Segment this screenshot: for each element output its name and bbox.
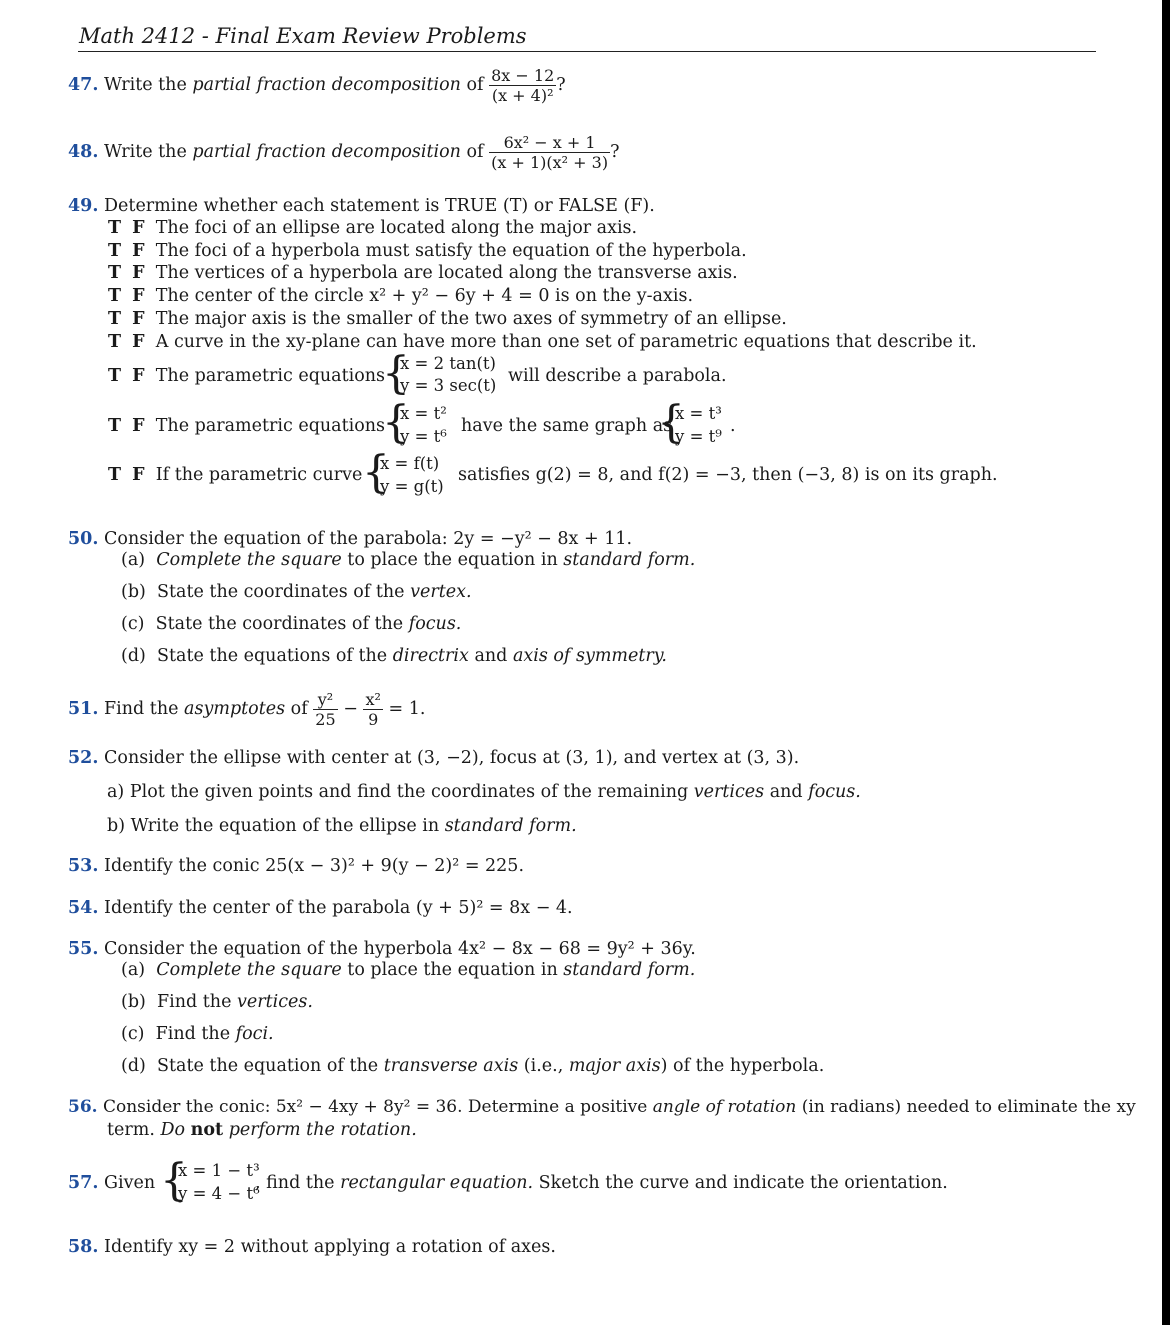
problem-56-line-2: term. Do not perform the rotation. <box>107 1120 417 1140</box>
problem-50-part-b: (b) State the coordinates of the vertex. <box>121 582 472 602</box>
problem-number: 53. <box>68 856 99 876</box>
tf-statement-7: T F The parametric equations <box>108 366 386 386</box>
tf-statement-5: T F The major axis is the smaller of the two axes of symmetry of an ellipse. <box>108 309 787 329</box>
exam-page: Math 2412 - Final Exam Review Problems 47. Write the partial fraction decomposition of $\frac{8x - 12}{\text{(x + 4)²}}$ ? 48. Write the partial fraction decomposition of $\frac{\text{6x² − x + 1}}{\text{(x + 1)(x² + 3)}}$ ? 49. Determine whether each statement is TRUE (T) or FALSE (F). T F The foci of an ellipse are located along the major axis. T F The foci of a hyperbola must satisfy the equation of the hyperbola. T F The vertices of a hyperbola are located along the transverse axis. T F The center of the circle x² + y² − 6y + 4 = 0 is on the y-axis. T F The major axis is the smaller of the two axes of symmetry of an ellipse. T F A curve in the xy-plane can have more than one set of parametric equations that describe it. T F The parametric equations { x = 2 tan(t) y = 3 sec(t) will describe a parabola. T F The parametric equations { x = t² y = t⁶ have the same graph as { x = t³ y = t⁹ . T F If the parametric curve { x = f(t) y = g(t) satisfies g(2) = 8, and f(2) = −3, then (−3, 8) is on its graph. 50. Consider the equation of the parabola: 2y = −y² − 8x + 11. (a) Complete the square to place the equation in standard form. (b) State the coordinates of the vertex. (c) State the coordinates of the focus. (d) State the equations of the directrix and axis of symmetry. 51. Find the asymptotes of $\frac{\text{y²}}{25}$ − $\frac{\text{x²}}{9}$ = 1. 52. Consider the ellipse with center at (3, −2), focus at (3, 1), and vertex at (3, 3). a) Plot the given points and find the coordinates of the remaining vertices and focus. b) Write the equation of the ellipse in standard form. 53. Identify the conic 25(x − 3)² + 9(y − 2)² = 225. 54. Identify the center of the parabola (y + 5)² = 8x − 4. 55. Consider the equation of the hyperbola 4x² − 8x − 68 = 9y² + 36y. (a) Complete the square to place the equation in standard form. (b) Find the vertices. (c) Find the foci. (d) State the equation of the transverse axis (i.e., major axis) of the hyperbola. 56. Consider the conic: 5x² − 4xy + 8y² = 36. Determine a positive angle of rotation (in radians) needed to eliminate the xy term. Do not perform the rotation. 57. Given { x = 1 − t³ y = 4 − t⁶ , find the rectangular equation. Sketch the curve and indicate the orientation. 58. Identify xy = 2 without applying a rotation of axes. <box>0 0 1162 1325</box>
problem-47: 47. Write the partial fraction decomposition of $\frac{8x - 12}{\text{(x + 4)²}}$ ? <box>68 66 566 105</box>
tf-statement-1: T F The foci of an ellipse are located along the major axis. <box>108 218 638 238</box>
left-brace: { <box>160 1155 188 1206</box>
problem-48: 48. Write the partial fraction decomposition of $\frac{\text{6x² − x + 1}}{\text{(x + 1)(x² + 3)}}$ ? <box>68 133 620 172</box>
left-brace: { <box>382 348 410 399</box>
problem-52-part-b: b) Write the equation of the ellipse in standard form. <box>107 816 577 836</box>
param-x: x = f(t) <box>380 454 440 473</box>
param-y: y = g(t) <box>380 477 444 496</box>
param-x: x = t² <box>400 404 447 423</box>
problem-57: 57. Given <box>68 1173 156 1193</box>
problem-55-part-d: (d) State the equation of the transverse axis (i.e., major axis) of the hyperbola. <box>121 1056 825 1076</box>
problem-49: 49. Determine whether each statement is TRUE (T) or FALSE (F). <box>68 196 655 216</box>
tf-statement-3: T F The vertices of a hyperbola are located along the transverse axis. <box>108 263 738 283</box>
problem-56: 56. Consider the conic: 5x² − 4xy + 8y² = 36. Determine a positive angle of rotation (in radians) needed to eliminate the xy <box>68 1097 1136 1117</box>
header-divider <box>78 51 1096 52</box>
tf-statement-9: T F If the parametric curve <box>108 465 363 485</box>
problem-50: 50. Consider the equation of the parabola: 2y = −y² − 8x + 11. <box>68 529 633 549</box>
problem-55-part-c: (c) Find the foci. <box>121 1024 274 1044</box>
param-y: y = 3 sec(t) <box>400 376 497 395</box>
problem-52-part-a: a) Plot the given points and find the coordinates of the remaining vertices and focus. <box>107 782 861 802</box>
problem-number: 50. <box>68 529 99 549</box>
param-x: x = 1 − t³ <box>178 1161 260 1180</box>
problem-number: 55. <box>68 939 99 959</box>
problem-number: 49. <box>68 196 99 216</box>
fraction: $\frac{\text{x²}}{9}$ <box>365 690 381 729</box>
left-brace: { <box>362 447 390 498</box>
problem-55-part-b: (b) Find the vertices. <box>121 992 313 1012</box>
problem-50-part-a: (a) Complete the square to place the equation in standard form. <box>121 550 696 570</box>
tf-statement-6: T F A curve in the xy-plane can have more than one set of parametric equations that describe it. <box>108 332 977 352</box>
tf-statement-2: T F The foci of a hyperbola must satisfy the equation of the hyperbola. <box>108 241 747 261</box>
param-y: y = t⁶ <box>400 427 447 446</box>
problem-52: 52. Consider the ellipse with center at (3, −2), focus at (3, 1), and vertex at (3, 3). <box>68 748 800 768</box>
fraction: $\frac{8x - 12}{\text{(x + 4)²}}$ <box>491 66 555 105</box>
problem-50-part-d: (d) State the equations of the directrix and axis of symmetry. <box>121 646 667 666</box>
param-y: y = 4 − t⁶ <box>178 1184 260 1203</box>
problem-number: 47. <box>68 75 99 95</box>
fraction: $\frac{\text{6x² − x + 1}}{\text{(x + 1)(x² + 3)}}$ <box>491 133 609 172</box>
tf-statement-4: T F The center of the circle x² + y² − 6y + 4 = 0 is on the y-axis. <box>108 286 694 306</box>
problem-number: 48. <box>68 142 99 162</box>
problem-number: 52. <box>68 748 99 768</box>
problem-number: 58. <box>68 1237 99 1257</box>
param-x: x = 2 tan(t) <box>400 354 496 373</box>
fraction: $\frac{\text{y²}}{25}$ <box>315 690 336 729</box>
left-brace: { <box>382 397 410 448</box>
problem-number: 54. <box>68 898 99 918</box>
tf-statement-8: T F The parametric equations <box>108 416 386 436</box>
problem-55-part-a: (a) Complete the square to place the equation in standard form. <box>121 960 696 980</box>
problem-54: 54. Identify the center of the parabola (y + 5)² = 8x − 4. <box>68 898 573 918</box>
page-title: Math 2412 - Final Exam Review Problems <box>79 24 527 48</box>
problem-number: 57. <box>68 1173 99 1193</box>
param-y: y = t⁹ <box>675 427 722 446</box>
param-x: x = t³ <box>675 404 722 423</box>
problem-number: 51. <box>68 699 99 719</box>
problem-55: 55. Consider the equation of the hyperbola 4x² − 8x − 68 = 9y² + 36y. <box>68 939 696 959</box>
problem-58: 58. Identify xy = 2 without applying a rotation of axes. <box>68 1237 556 1257</box>
problem-50-part-c: (c) State the coordinates of the focus. <box>121 614 462 634</box>
problem-51: 51. Find the asymptotes of $\frac{\text{y²}}{25}$ − $\frac{\text{x²}}{9}$ = 1. <box>68 690 426 729</box>
problem-53: 53. Identify the conic 25(x − 3)² + 9(y − 2)² = 225. <box>68 856 525 876</box>
left-brace: { <box>657 397 685 448</box>
problem-number: 56. <box>68 1097 98 1117</box>
